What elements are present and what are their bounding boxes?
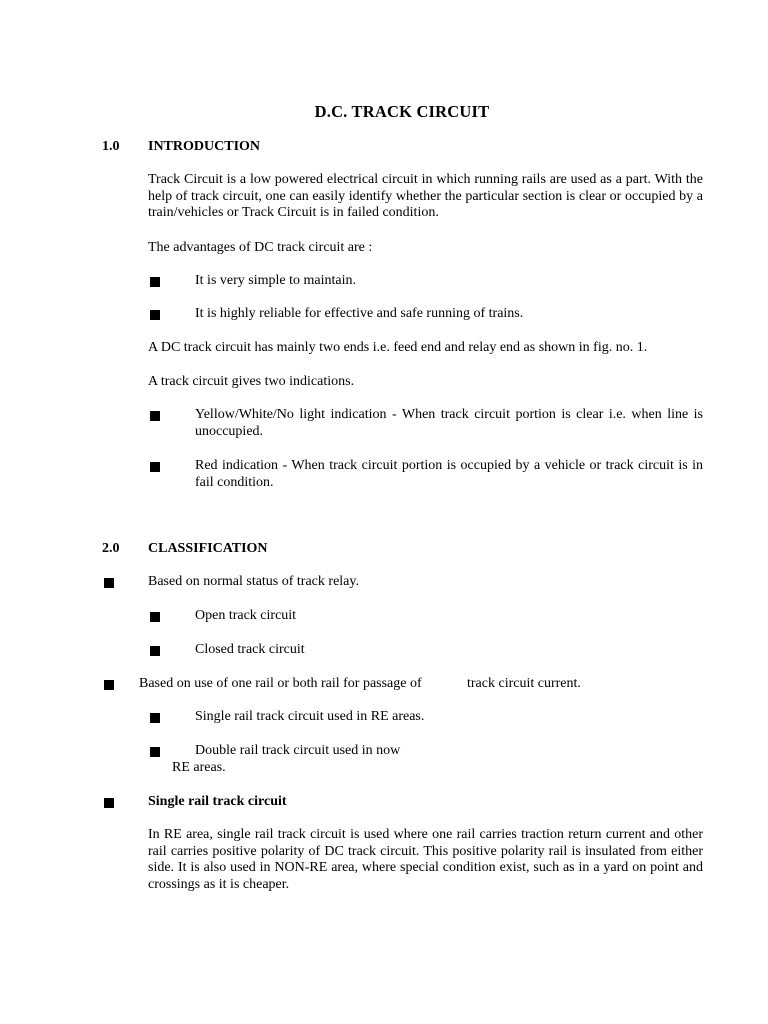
- classification-basis-2-part-1: Based on use of one rail or both rail for passage of: [139, 676, 422, 691]
- bullet-icon: [150, 411, 160, 421]
- document-title: D.C. TRACK CIRCUIT: [314, 102, 490, 121]
- bullet-icon: [150, 646, 160, 656]
- section-2-number: 2.0: [102, 541, 120, 556]
- intro-paragraph: Track Circuit is a low powered electrical circuit in which running rails are used as a part. With the help of track circuit, one can easily identify whether the particular section is clear or occupied by a train/vehicles or Track Circuit is in failed condition.: [148, 172, 703, 220]
- bullet-icon: [150, 277, 160, 287]
- advantage-item: It is highly reliable for effective and safe running of trains.: [195, 306, 524, 321]
- classification-item-continuation: RE areas.: [172, 760, 226, 775]
- classification-item: Double rail track circuit used in now: [195, 743, 401, 758]
- classification-item: Single rail track circuit used in RE areas.: [195, 709, 425, 724]
- advantage-item: It is very simple to maintain.: [195, 273, 356, 288]
- single-rail-paragraph: In RE area, single rail track circuit is used where one rail carries traction return current and other rail carries positive polarity of DC track circuit. This positive polarity rail is insulated from either side. It is also used in NON-RE area, where special condition exist, such as in a yard on point and crossings as it is cheaper.: [148, 827, 703, 892]
- ends-sentence: A DC track circuit has mainly two ends i.e. feed end and relay end as shown in fig. no. 1.: [148, 340, 648, 355]
- bullet-icon: [150, 310, 160, 320]
- bullet-icon: [104, 798, 114, 808]
- indication-item: Red indication - When track circuit portion is occupied by a vehicle or track circuit is in fail condition.: [195, 458, 703, 490]
- subsection-heading: Single rail track circuit: [148, 794, 287, 809]
- bullet-icon: [104, 578, 114, 588]
- bullet-icon: [150, 747, 160, 757]
- classification-basis-1: Based on normal status of track relay.: [148, 574, 359, 589]
- indication-item: Yellow/White/No light indication - When track circuit portion is clear i.e. when line is unoccupied.: [195, 407, 703, 439]
- section-2-heading: CLASSIFICATION: [148, 541, 268, 556]
- classification-item: Closed track circuit: [195, 642, 305, 657]
- section-1-number: 1.0: [102, 139, 120, 154]
- bullet-icon: [104, 680, 114, 690]
- advantages-intro: The advantages of DC track circuit are :: [148, 240, 373, 255]
- bullet-icon: [150, 462, 160, 472]
- classification-basis-2-part-2: track circuit current.: [467, 676, 581, 691]
- section-1-heading: INTRODUCTION: [148, 139, 261, 154]
- classification-item: Open track circuit: [195, 608, 297, 623]
- bullet-icon: [150, 612, 160, 622]
- bullet-icon: [150, 713, 160, 723]
- indications-intro: A track circuit gives two indications.: [148, 374, 355, 389]
